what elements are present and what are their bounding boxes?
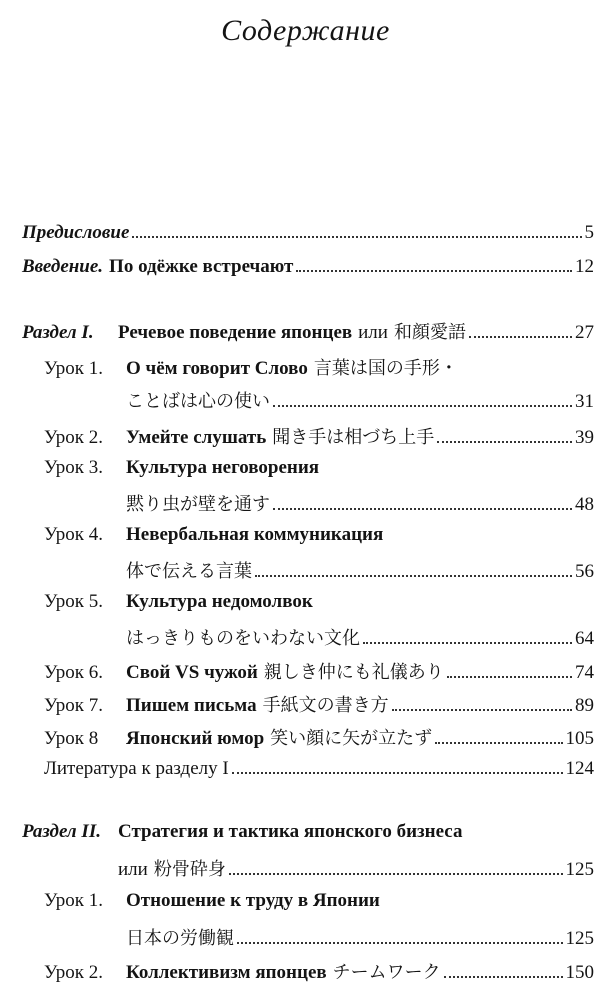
section-title: Стратегия и тактика японского бизнеса xyxy=(118,821,463,842)
toc-lesson-6[interactable] xyxy=(22,658,594,688)
dot-leader xyxy=(469,335,572,338)
lesson-title: Японский юмор xyxy=(126,728,265,749)
dot-leader xyxy=(392,708,572,711)
lesson-title: Культура недомолвок xyxy=(126,591,313,612)
toc-s2-lesson-1[interactable] xyxy=(22,890,594,920)
lesson-japanese: 言葉は国の手形・ xyxy=(313,358,458,379)
entry-title: Предисловие xyxy=(22,222,130,243)
toc-lesson-3-cont[interactable] xyxy=(22,490,594,520)
lesson-label: Урок 2. xyxy=(44,427,104,448)
page-number: 48 xyxy=(575,494,594,515)
lesson-title: О чём говорит Слово xyxy=(126,358,308,379)
page-number: 125 xyxy=(565,928,594,949)
dot-leader xyxy=(435,741,562,744)
lesson-japanese-cont: 日本の労働観 xyxy=(126,928,234,949)
page-number: 74 xyxy=(575,662,594,683)
entry-title: Введение. xyxy=(22,256,104,277)
page-number: 56 xyxy=(575,561,594,582)
lesson-title: Пишем письма xyxy=(126,695,257,716)
lesson-title: Невербальная коммуникация xyxy=(126,524,384,545)
page-number: 39 xyxy=(575,427,594,448)
toc-s2-lesson-1-cont[interactable] xyxy=(22,924,594,954)
dot-leader xyxy=(132,235,581,238)
page-number: 124 xyxy=(565,758,594,779)
lesson-japanese-cont: ことばは心の使い xyxy=(126,391,270,412)
toc-entry-intro[interactable] xyxy=(22,256,594,286)
toc-lesson-1[interactable] xyxy=(22,354,594,384)
lesson-title: Умейте слушать xyxy=(126,427,267,448)
toc-lesson-4-cont[interactable] xyxy=(22,557,594,587)
lesson-japanese: 聞き手は相づち上手 xyxy=(272,427,435,448)
dot-leader xyxy=(273,404,572,407)
toc-section-2[interactable] xyxy=(22,821,594,851)
lesson-japanese: 笑い顔に矢が立たず xyxy=(270,728,433,749)
page-number: 89 xyxy=(575,695,594,716)
toc-lesson-3[interactable] xyxy=(22,457,594,487)
toc-lesson-4[interactable] xyxy=(22,524,594,554)
dot-leader xyxy=(237,941,563,944)
lesson-title: Коллективизм японцев xyxy=(126,962,327,983)
dot-leader xyxy=(229,872,563,875)
page-number: 27 xyxy=(575,322,594,343)
toc-section-2-cont[interactable] xyxy=(22,855,594,885)
dot-leader xyxy=(296,269,572,272)
lesson-label: Урок 1. xyxy=(44,358,104,379)
lesson-japanese-cont: 体で伝える言葉 xyxy=(126,561,252,582)
section-title: Речевое поведение японцев xyxy=(118,322,353,343)
page-number: 31 xyxy=(575,391,594,412)
literature-title: Литература к разделу I xyxy=(44,758,229,779)
section-label: Раздел II. xyxy=(22,821,101,842)
section-label: Раздел I. xyxy=(22,322,94,343)
dot-leader xyxy=(444,975,563,978)
toc-lesson-5-cont[interactable] xyxy=(22,624,594,654)
page-number: 105 xyxy=(565,728,594,749)
lesson-japanese-cont: 黙り虫が壁を通す xyxy=(126,494,270,515)
page-number: 12 xyxy=(575,256,594,277)
dot-leader xyxy=(437,440,572,443)
lesson-label: Урок 8 xyxy=(44,728,99,749)
lesson-label: Урок 1. xyxy=(44,890,104,911)
lesson-title: Свой VS чужой xyxy=(126,662,258,683)
page-number: 125 xyxy=(565,859,594,880)
lesson-title: Культура неговорения xyxy=(126,457,320,478)
lesson-label: Урок 6. xyxy=(44,662,104,683)
page-number: 150 xyxy=(565,962,594,983)
dot-leader xyxy=(255,574,572,577)
toc-lesson-8[interactable] xyxy=(22,724,594,754)
section-japanese: 和顔愛語 xyxy=(393,322,466,343)
toc-lesson-1-cont[interactable] xyxy=(22,387,594,417)
toc-lesson-5[interactable] xyxy=(22,591,594,621)
toc-s2-lesson-2[interactable] xyxy=(22,958,594,988)
lesson-japanese: チームワーク xyxy=(332,962,441,983)
lesson-japanese: 手紙文の書き方 xyxy=(262,695,389,716)
dot-leader xyxy=(447,675,572,678)
dot-leader xyxy=(232,771,563,774)
lesson-label: Урок 3. xyxy=(44,457,104,478)
dot-leader xyxy=(363,641,572,644)
dot-leader xyxy=(273,507,572,510)
toc-lesson-7[interactable] xyxy=(22,691,594,721)
lesson-japanese: 親しき仲にも礼儀あり xyxy=(263,662,444,683)
page-number: 64 xyxy=(575,628,594,649)
lesson-label: Урок 2. xyxy=(44,962,104,983)
toc-section-1[interactable] xyxy=(22,318,594,348)
toc-lesson-2[interactable] xyxy=(22,423,594,453)
lesson-label: Урок 7. xyxy=(44,695,104,716)
lesson-label: Урок 5. xyxy=(44,591,104,612)
section-connector: или xyxy=(358,322,388,343)
page-number: 5 xyxy=(584,222,594,243)
entry-subtitle: По одёжке встречают xyxy=(109,256,294,277)
section-connector: или xyxy=(118,859,148,880)
lesson-japanese-cont: はっきりものをいわない文化 xyxy=(126,628,360,649)
section-japanese: 粉骨砕身 xyxy=(153,859,226,880)
lesson-label: Урок 4. xyxy=(44,524,104,545)
toc-entry-preface[interactable] xyxy=(22,222,594,252)
page-title: Содержание xyxy=(221,14,390,47)
lesson-title: Отношение к труду в Японии xyxy=(126,890,380,911)
toc-literature-1[interactable] xyxy=(22,758,594,788)
